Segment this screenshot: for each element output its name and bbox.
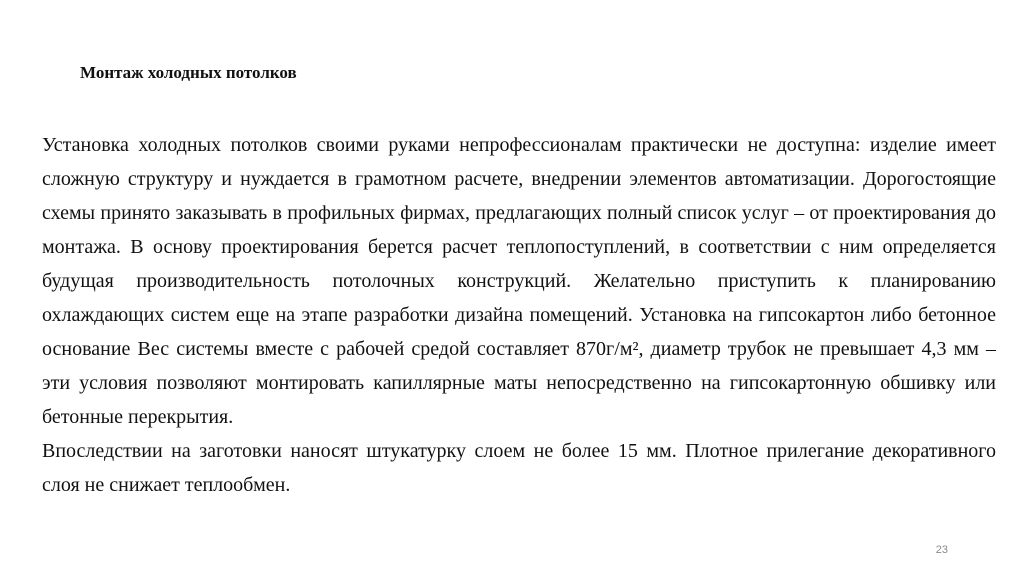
slide-body: [42, 128, 996, 502]
body-paragraph-2: Впоследствии на заготовки наносят штукатурку слоем не более 15 мм. Плотное прилегание декоративного слоя не снижает теплообмен.: [42, 440, 996, 496]
slide-heading: Монтаж холодных потолков: [80, 63, 297, 82]
page-number: 23: [935, 544, 948, 556]
body-paragraph-1: Установка холодных потолков своими руками непрофессионалам практически не доступна: изделие имеет сложную структуру и нуждается в грамотном расчете, внедрении элементов автоматизации. Дорогостоящие схемы принято заказывать в профильных фирмах, предлагающих полный список услуг – от проектирования до монтажа. В основу проектирования берется расчет теплопоступлений, в соответствии с ним определяется будущая производительность потолочных конструкций. Желательно приступить к планированию охлаждающих систем еще на этапе разработки дизайна помещений. Установка на гипсокартон либо бетонное основание Вес системы вместе с рабочей средой составляет 870г/м², диаметр трубок не превышает 4,3 мм – эти условия позволяют монтировать капиллярные маты непосредственно на гипсокартонную обшивку или бетонные перекрытия.: [42, 134, 996, 428]
